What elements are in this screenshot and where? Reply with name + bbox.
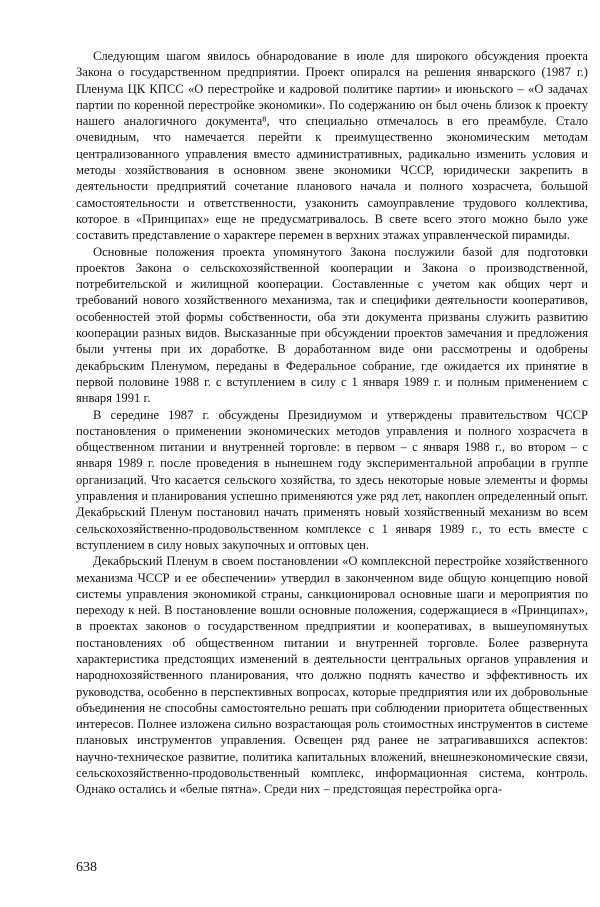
book-page <box>76 48 588 888</box>
page-number: 638 <box>76 860 97 875</box>
body-text <box>76 48 588 834</box>
paragraph-2: Основные положения проекта упомянутого Закона послужили базой для подготовки проектов Закона о сельскохозяйственной кооперации и Закона о производственной, потребительской и жилищной кооперации. Составленные с учетом как общих черт и требований нового хозяйственного механизма, так и специфики деятельности кооперативов, особенностей этой формы собственности, оба эти документа призваны служить развитию кооперации разных видов. Высказанные при обсуждении проектов замечания и предложения были учтены при их доработке. В доработанном виде они рассмотрены и одобрены декабрьским Пленумом, переданы в Федеральное собрание, где ожидается их принятие в первой половине 1988 г. с вступлением в силу с 1 января 1989 г. и полным применением с января 1991 г. <box>76 244 588 406</box>
paragraph-1: Следующим шагом явилось обнародование в июле для широкого обсуждения проекта Закона о государственном предприятии. Проект опирался на решения январского (1987 г.) Пленума ЦК КПСС «О перестройке и кадровой политике партии» и июньского – «О задачах партии по коренной перестройке экономики». По содержанию он был очень близок к проекту нашего аналогичного документа⁸, что специально отмечалось в его преамбуле. Стало очевидным, что намечается перейти к преимущественно экономическим методам централизованного управления вместо административных, радикально изменить условия и методы хозяйствования в основном звене экономики ЧССР, юридически закрепить в деятельности предприятий сочетание планового начала и полного хозрасчета, большой самостоятельности и ответственности, узаконить самоуправление трудового коллектива, которое в «Принципах» еще не предусматривалось. В свете всего этого можно было уже составить представление о характере перемен в верхних этажах управленческой пирамиды. <box>76 49 588 243</box>
paragraph-3: В середине 1987 г. обсуждены Президиумом и утверждены правительством ЧССР постановления о применении экономических методов управления и полного хозрасчета в общественном питании и внутренней торговле: в первом – с января 1988 г., во втором – с января 1989 г. после проведения в нынешнем году экспериментальной апробации в группе организаций. Что касается сельского хозяйства, то здесь некоторые новые элементы и формы управления и планирования успешно применяются уже ряд лет, накоплен определенный опыт. Декабрьский Пленум постановил начать применять новый хозяйственный механизм во всем сельскохозяйственно-продовольственном комплексе с 1 января 1989 г., то есть вместе с вступлением в силу новых закупочных и оптовых цен. <box>76 407 588 552</box>
paragraph-4: Декабрьский Пленум в своем постановлении «О комплексной перестройке хозяйственного механизма ЧССР и ее обеспечении» утвердил в законченном виде общую концепцию новой системы управления экономикой страны, санкционировал основные шаги и мероприятия по переходу к ней. В постановление вошли основные положения, содержащиеся в «Принципах», в проектах законов о государственном предприятии и кооперативах, в вышеупомянутых постановлениях об общественном питании и внутренней торговле. Более развернута характеристика предстоящих изменений в деятельности центральных органов управления и народнохозяйственного планирования, что должно поднять качество и эффективность их руководства, особенно в перспективных вопросах, которые предприятия или их добровольные объединения не способны самостоятельно решать при соблюдении приоритета общественных интересов. Полнее изложена сильно возрастающая роль стоимостных инструментов в системе плановых инструментов управления. Освещен ряд ранее не затрагивавшихся аспектов: научно-техническое развитие, политика капитальных вложений, внешнеэкономические связи, сельскохозяйственно-продовольственный комплекс, информационная система, контроль. Однако остались и «белые пятна». Среди них – предстоящая перестройка орга- <box>76 554 588 797</box>
